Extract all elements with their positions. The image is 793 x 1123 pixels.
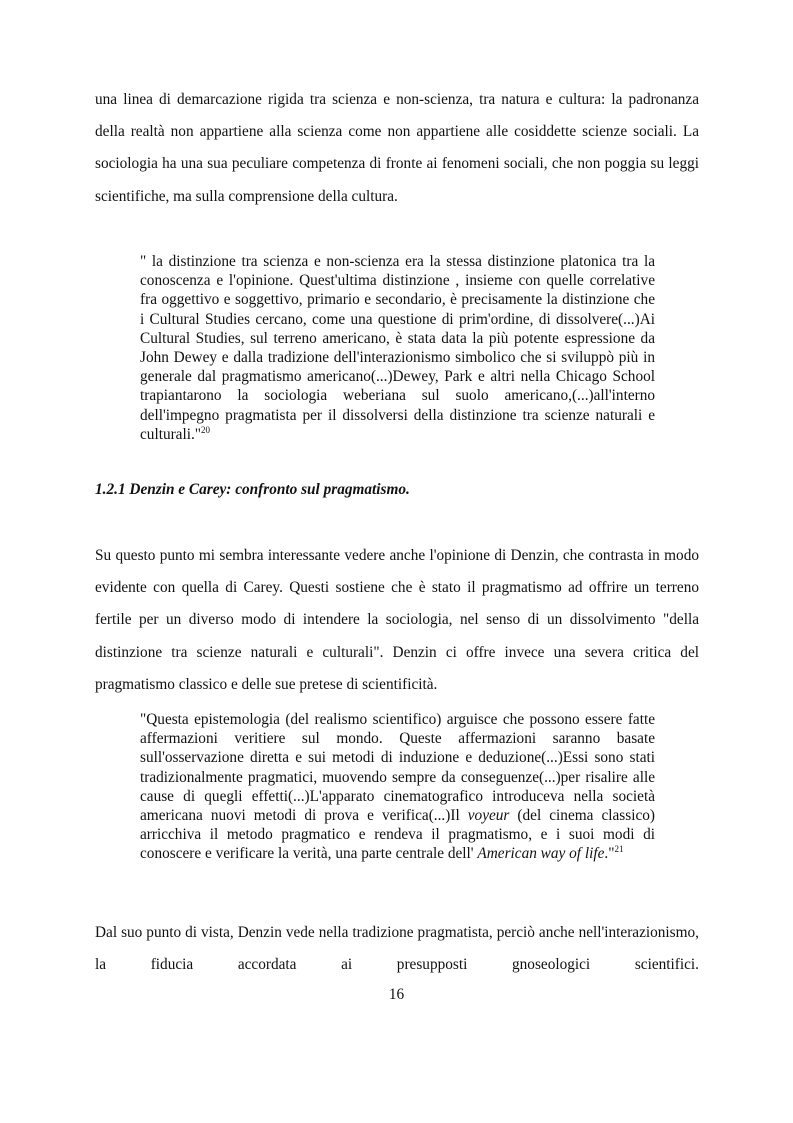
- page-number: 16: [388, 986, 405, 1003]
- quote-2-text-middle: (del cinema classico) arricchiva il metodo pragmatico e rendeva il pragmatismo, e i suoi modi di conoscere e verificare la verità, una parte centrale dell': [140, 807, 655, 863]
- quote-2-voyeur: voyeur: [467, 807, 510, 825]
- block-quote-2: [140, 710, 655, 864]
- body-paragraph-2: Su questo punto mi sembra interessante vedere anche l'opinione di Denzin, che contrasta in modo evidente con quella di Carey. Questi sostiene che è stato il pragmatismo ad offrire un terreno fertile per un diverso modo di intendere la sociologia, nel senso di un dissolvimento "della distinzione tra scienze naturali e culturali". Denzin ci offre invece una severa critica del pragmatismo classico e delle sue pretese di scientificità.: [95, 547, 699, 693]
- body-paragraph-3: Dal suo punto di vista, Denzin vede nella tradizione pragmatista, perciò anche nell'interazionismo, la fiducia accordata ai presupposti gnoseologici scientifici.: [95, 924, 699, 974]
- block-quote-1: [140, 252, 655, 444]
- quote-2-text-start: "Questa epistemologia (del realismo scientifico) arguisce che possono essere fatte affermazioni veritiere sul mondo. Queste affermazioni saranno basate sull'osservazione diretta e sui metodi di induzione e deduzione(...)Essi sono stati tradizionalmente pragmatici, muovendo sempre da conseguenze(...)per risalire alle cause di quegli effetti(...)L'apparato cinematografico introduceva nella società americana nuovi metodi di prova e verifica(...)Il: [140, 711, 655, 825]
- footnote-ref-20: 20: [201, 424, 211, 435]
- quote-2-american-way: American way of life: [477, 845, 605, 863]
- body-paragraph-1: una linea di demarcazione rigida tra scienza e non-scienza, tra natura e cultura: la padronanza della realtà non appartiene alla scienza come non appartiene alle cosiddette scienze sociali. La sociologia ha una sua peculiare competenza di fronte ai fenomeni sociali, che non poggia su leggi scientifiche, ma sulla comprensione della cultura.: [95, 91, 699, 205]
- section-heading: 1.2.1 Denzin e Carey: confronto sul pragmatismo.: [95, 481, 410, 498]
- quote-2-text-end: .": [604, 845, 615, 863]
- quote-1-text: " la distinzione tra scienza e non-scienza era la stessa distinzione platonica tra la conoscenza e l'opinione. Quest'ultima distinzione , insieme con quelle correlative fra oggettivo e soggettivo, primario e secondario, è precisamente la distinzione che i Cultural Studies cercano, come una questione di prim'ordine, di dissolvere(...)Ai Cultural Studies, sul terreno americano, è stata data la più potente espressione da John Dewey e dalla tradizione dell'interazionismo simbolico che si sviluppò più in generale dal pragmatismo americano(...)Dewey, Park e altri nella Chicago School trapiantarono la sociologia weberiana sul suolo americano,(...)all'interno dell'impegno pragmatista per il dissolversi della distinzione tra scienze naturali e culturali.": [140, 253, 655, 443]
- footnote-ref-21: 21: [614, 844, 624, 855]
